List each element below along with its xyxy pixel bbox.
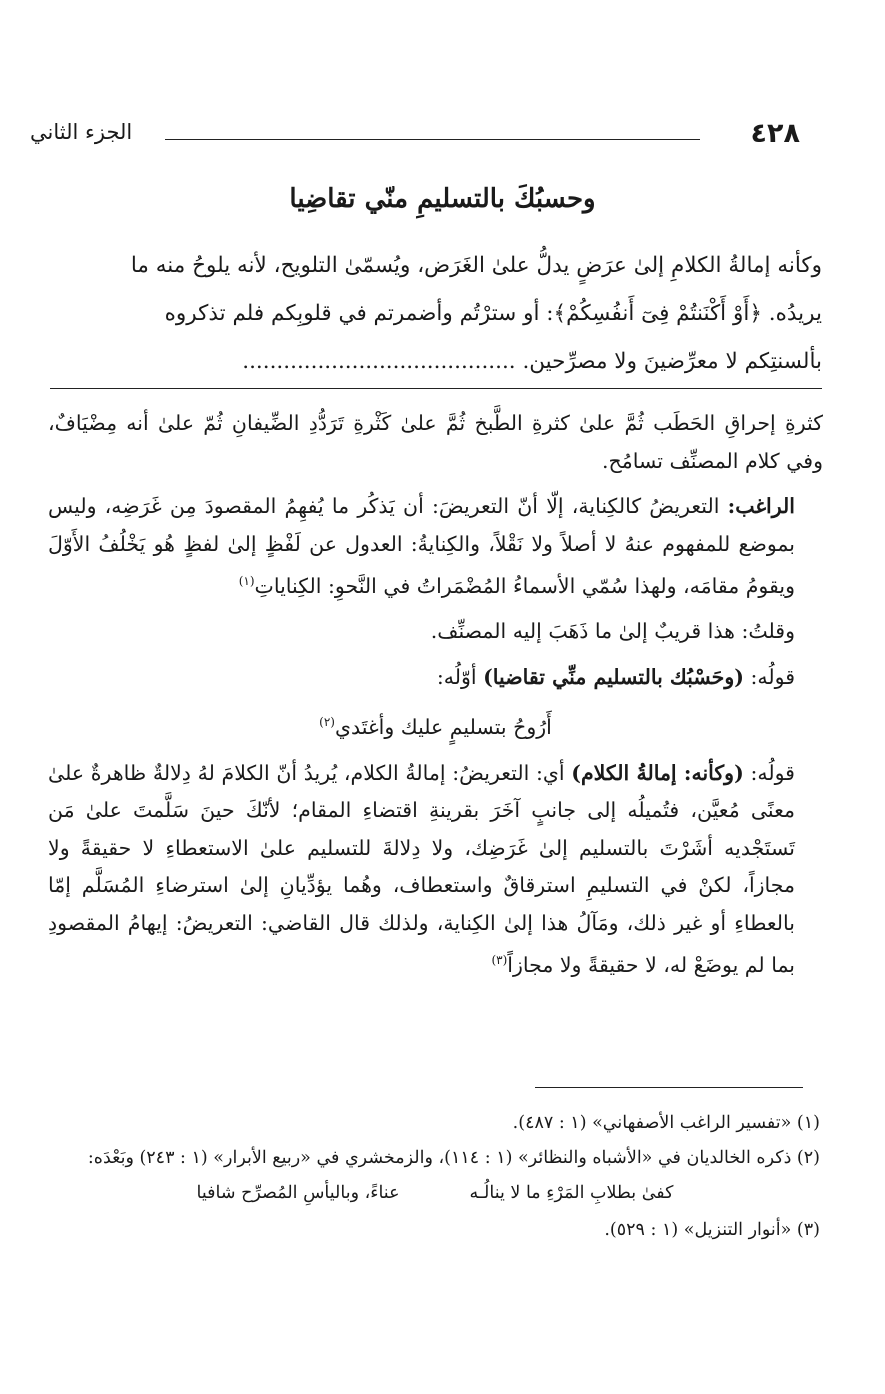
poem-verse: أَرُوحُ بتسليمٍ عليك وأغتَدي$^{(٢)}$: [319, 715, 552, 740]
header-rule: [165, 139, 700, 140]
quoted-lemma: (وحَسْبُك بالتسليم منِّي تقاضيا): [483, 664, 744, 689]
main-text: [50, 242, 822, 386]
footnote-divider: [535, 1087, 803, 1088]
footnote-ref: (١): [238, 574, 255, 588]
commentary-paragraph: الراغب: التعريضُ كالكِناية، إلّا أنّ التعريضَ: أن يَذكُر ما يُفهِمُ المقصودَ مِن غَرَضِه، وليس بموضع للمفهوم عنهُ لا أصلاً ولا نَقْلاً، والكِنايةُ: العدول عن لَفْظٍ إلىٰ لفظٍ هُو يَخْلُفُ الأَوّلَ ويقومُ مقامَه، ولهذا سُمّي الأسماءُ المُضْمَراتُ في النَّحوِ: الكِناياتِ$^{(١)}$: [48, 494, 795, 598]
page-number: ٤٢٨: [750, 118, 800, 149]
commentary: [48, 405, 823, 984]
page-header: [30, 118, 800, 158]
verse-heading: وحسبُكَ بالتسليمِ منّي تقاضِيا: [289, 184, 596, 214]
commentary-paragraph: قولُه: (وحَسْبُك بالتسليم منِّي تقاضيا) أوّلُه:: [436, 664, 795, 689]
commentary-paragraph: قولُه: (وكأنه: إمالةُ الكلام) أي: التعريضُ: إمالةُ الكلام، يُريدُ أنّ الكلامَ لهُ دِلالةٌ ظاهرةٌ علىٰ معنًى مُعيَّن، فتُميلُه إلى جانبٍ آخَرَ بقرينةِ اقتضاءِ المقام؛ لأنّكَ حينَ سَلَّمتَ علىٰ مَن تَستَجْديه أشَرْتَ بالتسليم إلىٰ غَرَضِك، ولا دِلالةَ للتسليم علىٰ الاستعطاءِ لا حقيقةً ولا مجازاً، لكنْ في التسليمِ استرقاقٌ واستعطاف، وهُما يؤدِّيانِ إلىٰ استرضاءِ المُسَلَّم إمّا بالعطاءِ أو غير ذلك، ومَآلُ هذا إلىٰ الكِناية، ولذلك قال القاضي: التعريضُ: إيهامُ المقصودِ بما لم يوضَعْ له، لا حقيقةً ولا مجازاً$^{(٣)}$: [48, 760, 795, 977]
main-text-line: يريدُه. ﴿أَوْ أَكْنَنتُمْ فِىٓ أَنفُسِكُمْ﴾: أو سترْتُم وأضمرتم في قلوبِكم فلم تذكروه: [164, 301, 822, 326]
footnote-ref: (٣): [491, 953, 508, 968]
main-text-line: بألسنتِكم لا معرِّضينَ ولا مصرِّحين. ........................................: [242, 349, 822, 374]
footnote: (١) «تفسير الراغب الأصفهاني» (١ : ٤٨٧).: [512, 1113, 820, 1133]
main-text-divider: [50, 388, 822, 389]
footnote: (٢) ذكره الخالديان في «الأشباه والنظائر» (١ : ١١٤)، والزمخشري في «ربيع الأبرار» (١ : ٢٤٣) وبَعْدَه:: [87, 1148, 820, 1168]
poem-hemistich: كفىٰ بطلابِ المَرْءِ ما لا ينالُـه: [469, 1183, 674, 1203]
footnote-poem: [50, 1178, 820, 1209]
paragraph-label: الراغب:: [727, 494, 795, 518]
volume-title: الجزء الثاني: [30, 120, 133, 144]
poem-hemistich: عناءً، وباليأسِ المُصرِّح شافيا: [196, 1183, 400, 1203]
footnotes: [50, 1108, 820, 1250]
commentary-paragraph: وقلتُ: هذا قريبٌ إلىٰ ما ذَهَبَ إليه المصنِّف.: [430, 619, 795, 644]
main-text-line: وكأنه إمالةُ الكلامِ إلىٰ عرَضٍ يدلُّ علىٰ الغَرَض، ويُسمّىٰ التلويح، لأنه يلوحُ منه ما: [130, 253, 822, 278]
commentary-paragraph: كثرةِ إحراقِ الحَطَب ثُمَّ علىٰ كثرةِ الطَّبخ ثُمَّ علىٰ كَثْرةِ تَرَدُّدِ الضِّيفانِ ثُمّ علىٰ أنه مِضْيَافٌ، وفي كلام المصنِّف تسامُح.: [48, 411, 823, 473]
quoted-lemma: (وكأنه: إمالةُ الكلام): [571, 760, 744, 785]
footnote: (٣) «أنوار التنزيل» (١ : ٥٢٩).: [604, 1220, 820, 1240]
footnote-ref: (٢): [319, 715, 335, 730]
